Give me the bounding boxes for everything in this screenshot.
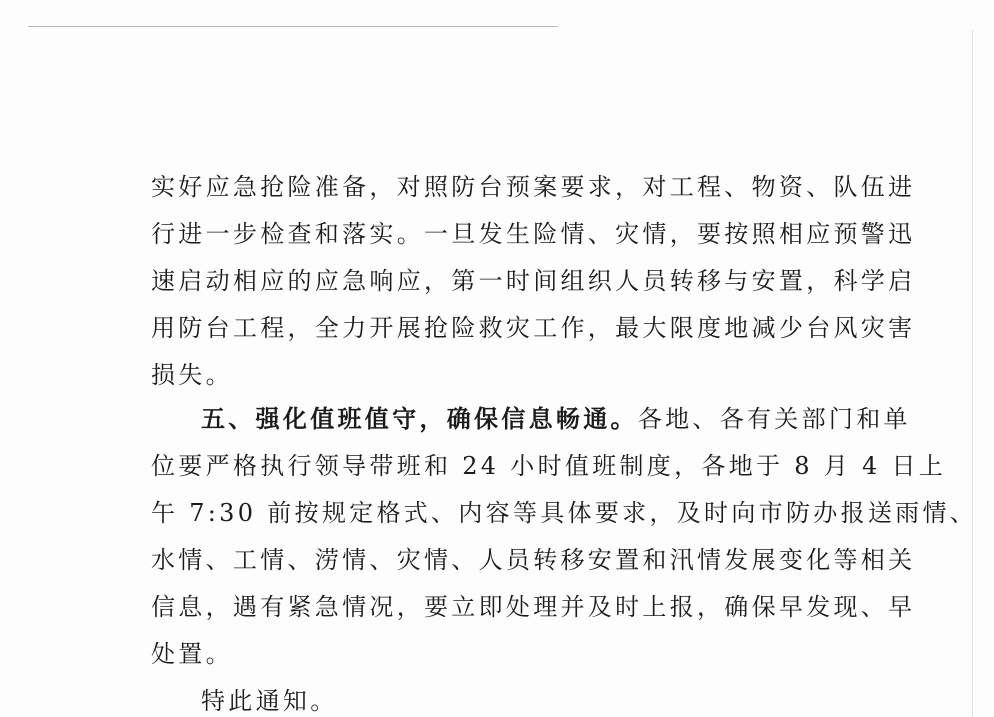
paragraph-4-line-5: 损失。 — [151, 361, 233, 389]
section-5-line-4: 水情、工情、涝情、灾情、人员转移安置和汛情发展变化等相关 — [151, 546, 916, 574]
section-5-first-line — [201, 404, 911, 434]
section-5-line-5: 信息，遇有紧急情况，要立即处理并及时上报，确保早发现、早 — [151, 593, 916, 621]
section-5-line-3: 午 7:30 前按规定格式、内容等具体要求，及时向市防办报送雨情、 — [151, 499, 978, 527]
section-5-first-line-text: 各地、各有关部门和单 — [637, 405, 911, 433]
section-5-line-6: 处置。 — [151, 640, 233, 668]
closing-text: 特此通知。 — [201, 687, 338, 715]
section-5-line-2: 位要严格执行领导带班和 24 小时值班制度，各地于 8 月 4 日上 — [151, 452, 947, 480]
paragraph-4-line-3: 速启动相应的应急响应，第一时间组织人员转移与安置，科学启 — [151, 267, 916, 295]
paragraph-4-line-2: 行进一步检查和落实。一旦发生险情、灾情，要按照相应预警迅 — [151, 220, 916, 248]
paragraph-4-line-1: 实好应急抢险准备，对照防台预案要求，对工程、物资、队伍进 — [151, 173, 916, 201]
section-5-heading: 五、强化值班值守，确保信息畅通。 — [201, 404, 638, 433]
paragraph-4-line-4: 用防台工程，全力开展抢险救灾工作，最大限度地减少台风灾害 — [151, 314, 916, 342]
